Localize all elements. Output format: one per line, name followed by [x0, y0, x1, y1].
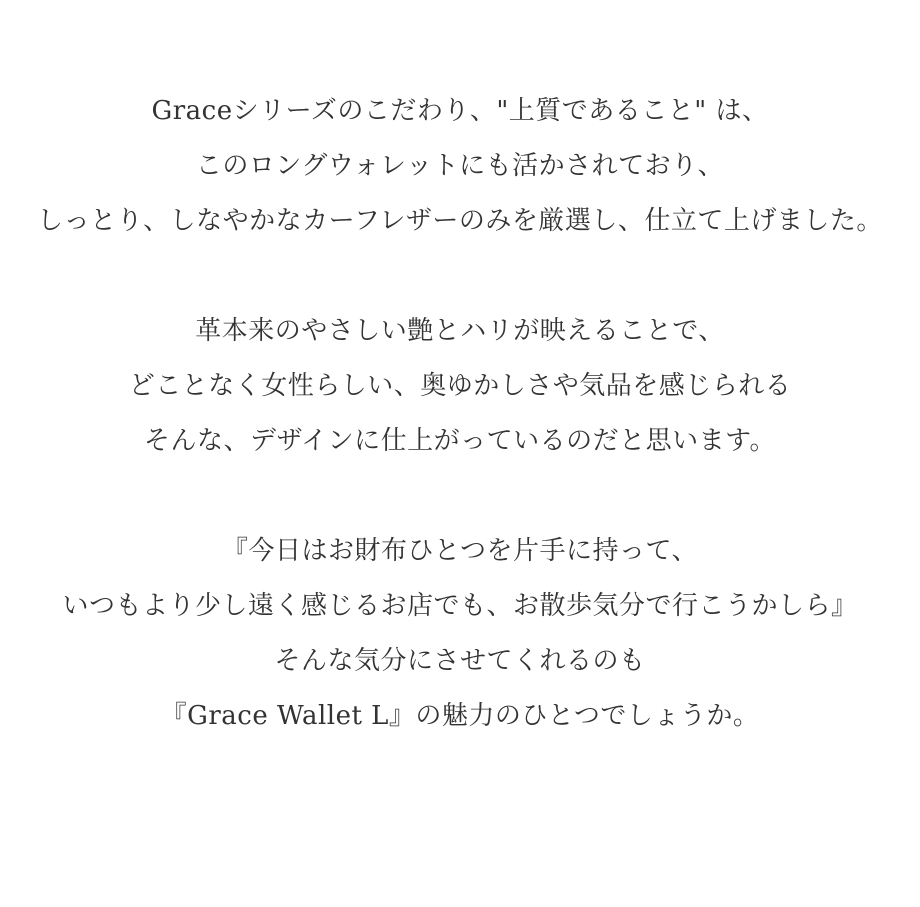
- text-line: そんな、デザインに仕上がっているのだと思います。: [143, 426, 777, 456]
- text-line: いつもより少し遠く感じるお店でも、お散歩気分で行こうかしら』: [62, 591, 858, 621]
- paragraph-design: [0, 304, 920, 469]
- text-line: 革本来のやさしい艶とハリが映えることで、: [195, 316, 725, 346]
- paragraph-charm: [0, 524, 920, 744]
- text-line: どことなく女性らしい、奥ゆかしさや気品を感じられる: [128, 371, 792, 401]
- text-line: そんな気分にさせてくれるのも: [274, 646, 646, 676]
- paragraph-quality: [0, 84, 920, 249]
- text-line: Graceシリーズのこだわり、"上質であること" は、: [151, 96, 769, 126]
- text-line: 『Grace Wallet L』の魅力のひとつでしょうか。: [160, 701, 760, 731]
- text-line: このロングウォレットにも活かされており、: [195, 151, 725, 181]
- text-line: 『今日はお財布ひとつを片手に持って、: [222, 536, 698, 566]
- text-line: しっとり、しなやかなカーフレザーのみを厳選し、仕立て上げました。: [37, 206, 883, 236]
